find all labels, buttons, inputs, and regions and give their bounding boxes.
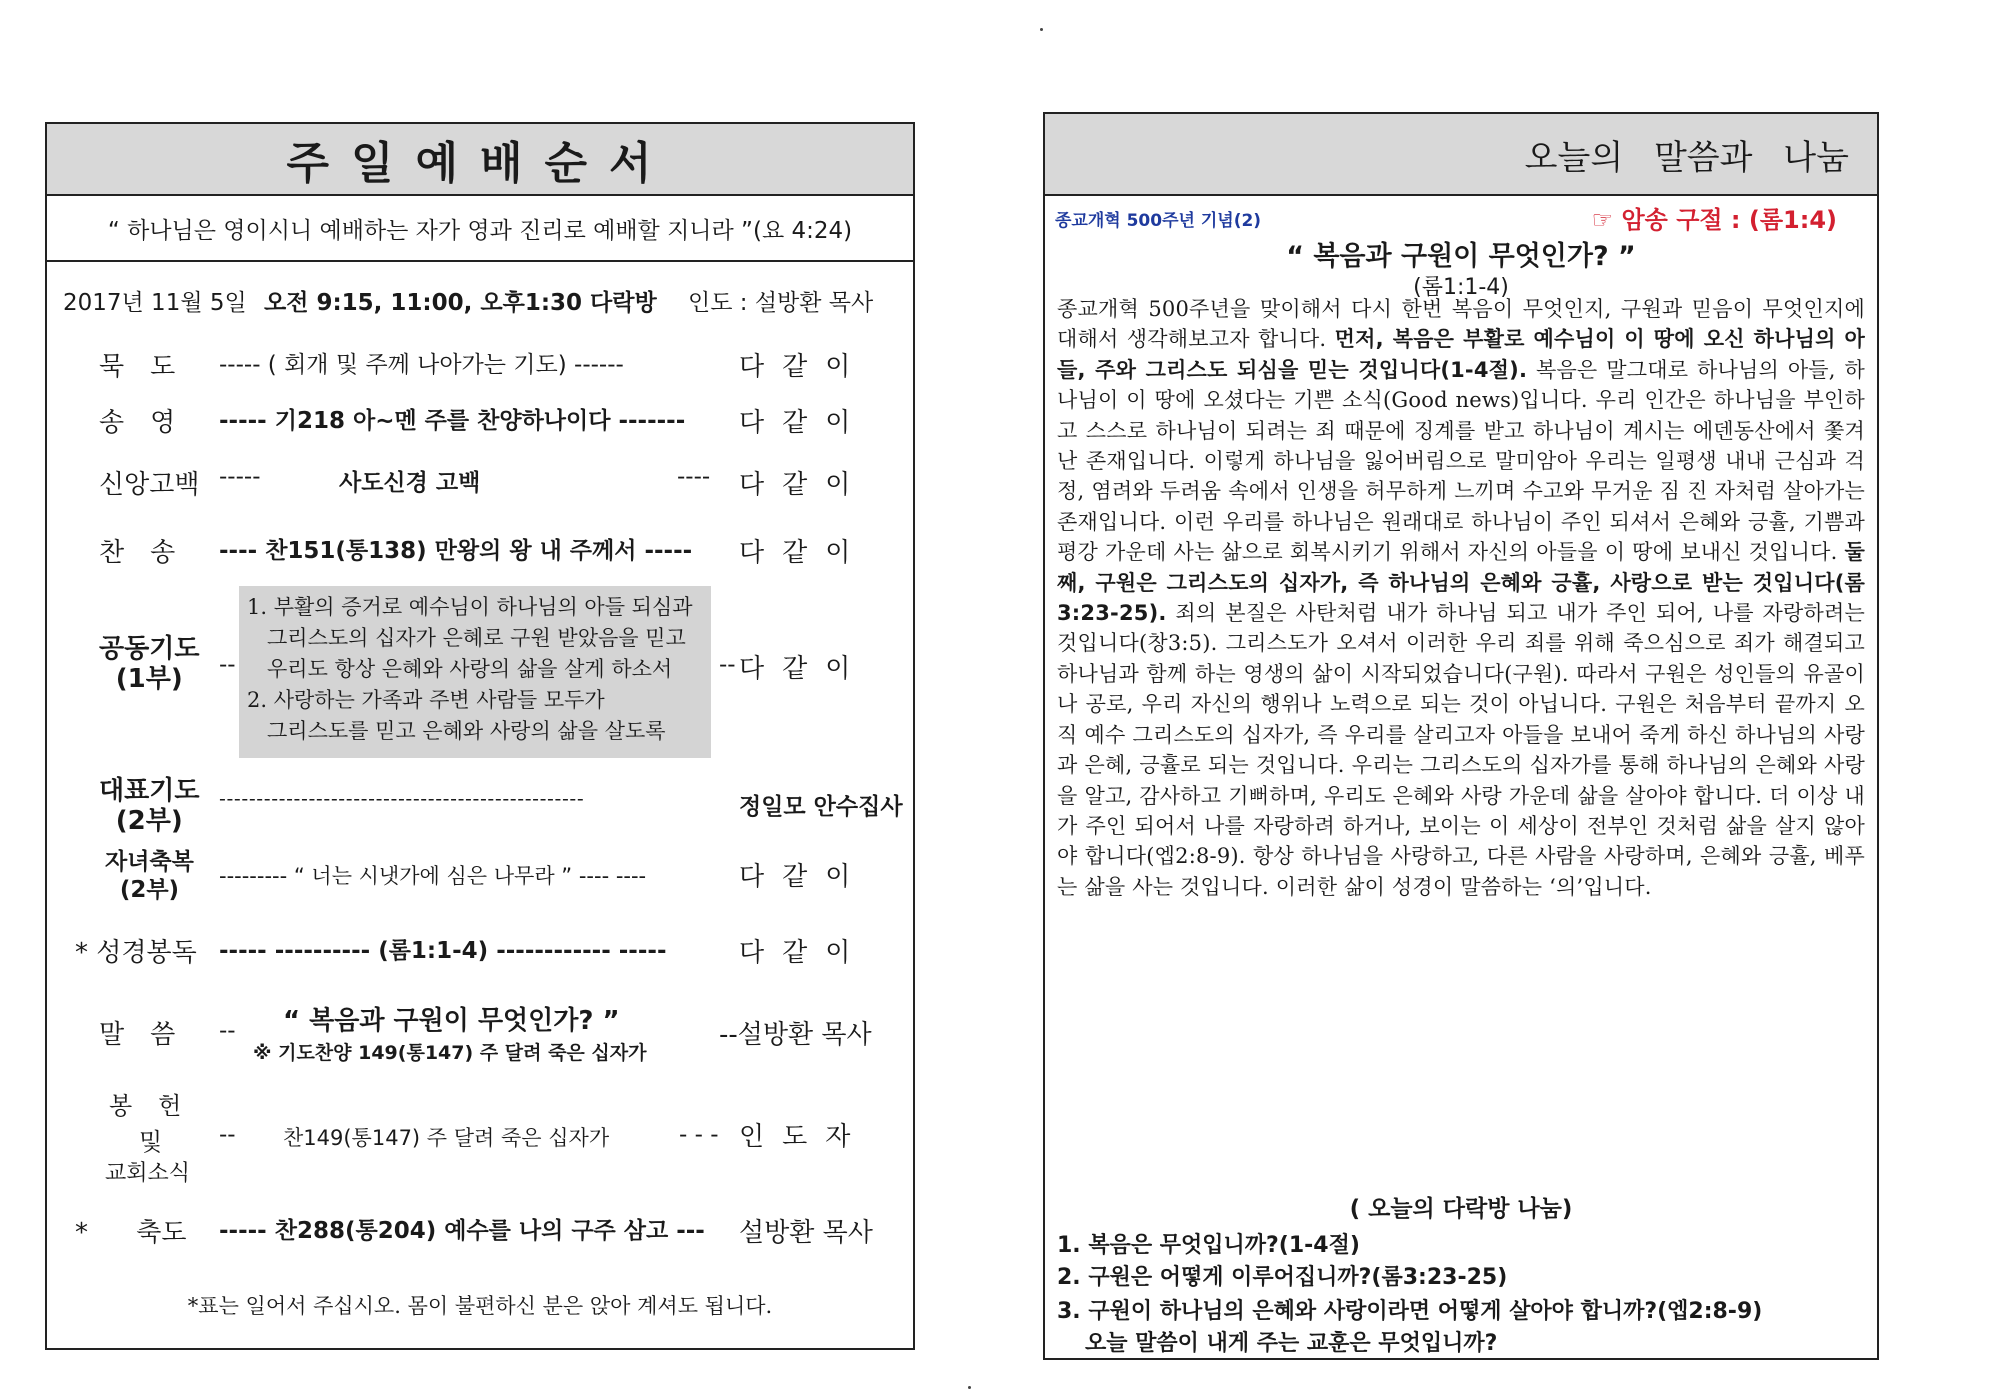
order-content: ---- 찬151(통138) 만왕의 왕 내 주께서 -----: [219, 538, 693, 564]
service-times: 오전 9:15, 11:00, 오후1:30 다락방: [264, 290, 657, 316]
order-content: ----- 찬288(통204) 예수를 나의 구주 삼고 ---: [219, 1218, 705, 1244]
body-text: 종교개혁 500주년을 맞이해서 다시 한번 복음이 무엇인지, 구원과 믿음이 무엇인지에 대해서 생각해보고자 합니다.: [1057, 297, 1865, 352]
body-text: 죄의 본질은 사탄처럼 내가 하나님 되고 내가 주인 되어, 나를 자랑하려는 것입니다(창3:5). 그리스도가 오셔서 이러한 우리 죄를 위해 죽으심으로 죄가 해결되고 하나님과 함께 하는 영생의 삶이 시작되었습니다(구원). 따라서 구원은 성인들의 유골이나 공로, 우리 자신의 행위나 노력으로 되는 것이 아닙니다. 구원은 처음부터 끝까지 오직 예수 그리스도의 십자가, 즉 우리를 살리고자 아들을 보내어 죽게 하신 하나님의 사랑과 은혜, 긍휼로 되는 것입니다. 우리는 그리스도의 십자가를 통해 하나님의 은혜와 사랑을 알고, 감사하고 기뻐하며, 우리도 은혜와 사랑 가운데 삶을 살아야 합니다. 더 이상 내가 주인 되어서 나를 자랑하려 하거나, 보이는 이 세상이 전부인 것처럼 삶을 살지 않아야 합니다(엡2:8-9). 항상 하나님을 사랑하고, 다른 사람을 사랑하며, 은혜와 긍휼, 베푸는 삶을 사는 것입니다. 이러한 삶이 성경이 말씀하는 ‘의’입니다.: [1057, 601, 1865, 899]
sermon-prayer-hymn: ※ 기도찬양 149(통147) 주 달려 죽은 십자가: [253, 1042, 647, 1064]
service-leader: 인도 : 설방환 목사: [688, 290, 874, 316]
worship-order-title: 주일예배순서: [47, 124, 913, 196]
joint-prayer-box: [239, 586, 711, 758]
prayer-line: 1. 부활의 증거로 예수님이 하나님의 아들 되심과: [247, 595, 693, 619]
order-label: * 축도: [75, 1218, 187, 1248]
order-performer: 다같이: [739, 538, 869, 568]
theme-verse: “ 하나님은 영이시니 예배하는 자가 영과 진리로 예배할 지니라 ”(요 4:24): [47, 196, 913, 262]
sermon-body: [1057, 294, 1865, 902]
order-item-offering: [47, 1086, 913, 1196]
order-dash: --: [219, 652, 236, 678]
prayer-line: 그리스도를 믿고 은혜와 사랑의 삶을 살도록: [267, 719, 666, 743]
order-content: 찬149(통147) 주 달려 죽은 십자가: [283, 1126, 610, 1150]
order-label: 및: [139, 1128, 163, 1156]
memory-verse: ☞ 암송 구절 : (롬1:4): [1591, 206, 1837, 234]
order-label: 말씀: [99, 1020, 202, 1050]
sermon-panel-title: 오늘의 말씀과 나눔: [1045, 114, 1877, 196]
order-content: --------- “ 너는 시냇가에 심은 나무라 ” ---- ----: [219, 864, 647, 888]
prayer-line: 우리도 항상 은혜와 사랑의 삶을 살게 하소서: [267, 657, 673, 681]
order-label: 자녀축복 (2부): [105, 849, 194, 903]
order-dash: ----: [677, 464, 711, 490]
order-content: 사도신경 고백: [339, 470, 481, 496]
worship-order-panel: [45, 122, 915, 1350]
order-performer: 다같이: [739, 352, 869, 382]
order-label: 교회소식: [105, 1161, 191, 1186]
order-performer: 다같이: [739, 862, 869, 892]
service-date: 2017년 11월 5일: [63, 290, 247, 316]
order-performer: 설방환 목사: [739, 1218, 873, 1248]
body-text: 복음은 말그대로 하나님의 아들, 하나님이 이 땅에 오셨다는 기쁜 소식(Good news)입니다. 우리 인간은 하나님을 부인하고 스스로 하나님이 되려는 죄 때문에 징계를 받고 하나님이 계시는 에덴동산에서 쫓겨난 존재입니다. 이렇게 하나님을 잃어버림으로 말미암아 우리는 일평생 내내 근심과 걱정, 염려와 두려움 속에서 인생을 허무하게 느끼며 수고와 무거운 짐 진 자처럼 살아가는 존재입니다. 이런 우리를 하나님은 원래대로 하나님이 주인 되셔서 은혜와 긍휼, 기쁨과 평강 가운데 사는 삶으로 회복시키기 위해서 자신의 아들을 이 땅에 보내신 것입니다.: [1057, 357, 1865, 565]
order-item-sermon: [47, 1004, 913, 1074]
sharing-question: 3. 구원이 하나님의 은혜와 사랑이라면 어떻게 살아야 합니까?(엡2:8-9): [1057, 1299, 1763, 1324]
order-label: 공동기도 (1부): [99, 634, 200, 694]
order-label: 봉헌: [109, 1092, 208, 1120]
order-label: 송영: [99, 408, 202, 438]
order-item-child-blessing: [47, 848, 913, 912]
key-point-2: 둘째, 구원은 그리스도의 십자가, 즉 하나님의 은혜와 긍휼, 사랑으로 받는 것입니다(롬3:23-25).: [1057, 540, 1865, 626]
sermon-heading: “ 복음과 구원이 무엇인가? ”: [1286, 241, 1636, 272]
order-performer: 다같이: [739, 408, 869, 438]
order-label: * 성경봉독: [75, 938, 197, 968]
order-content: ----- ( 회개 및 주께 나아가는 기도) ------: [219, 352, 624, 378]
sharing-question: 오늘 말씀이 내게 주는 교훈은 무엇입니까?: [1085, 1331, 1498, 1356]
order-performer: 다같이: [739, 470, 869, 500]
order-dash: -----: [219, 464, 261, 490]
order-performer: 다같이: [739, 938, 869, 968]
key-point-1: 먼저, 복음은 부활로 예수님이 이 땅에 오신 하나님의 아들, 주와 그리스도 되심을 믿는 것입니다(1-4절).: [1057, 327, 1865, 382]
sermon-panel: [1043, 112, 1879, 1360]
order-dash: --: [219, 1122, 236, 1148]
order-label: 묵도: [99, 352, 202, 382]
order-dash: --: [719, 652, 736, 678]
order-performer: 정일모 안수집사: [739, 794, 903, 820]
sermon-title: “ 복음과 구원이 무엇인가? ”: [283, 1006, 620, 1036]
series-label: 종교개혁 500주년 기념(2): [1055, 211, 1262, 231]
scan-speck: [1040, 28, 1043, 31]
order-label: 찬송: [99, 538, 202, 568]
order-dash: -------------------------------------------------: [219, 788, 585, 810]
order-content: ----- 기218 아~멘 주를 찬양하나이다 -------: [219, 408, 686, 434]
prayer-line: 2. 사랑하는 가족과 주변 사람들 모두가: [247, 688, 605, 712]
sharing-question: 1. 복음은 무엇입니까?(1-4절): [1057, 1233, 1360, 1258]
service-info: [63, 284, 903, 317]
order-label: 신앙고백: [99, 470, 200, 500]
sharing-title: ( 오늘의 다락방 나눔): [1349, 1196, 1573, 1222]
order-performer: --설방환 목사: [719, 1020, 872, 1050]
order-dash: --: [219, 1018, 236, 1044]
sharing-question: 2. 구원은 어떻게 이루어집니까?(롬3:23-25): [1057, 1265, 1508, 1290]
order-item-representative-prayer: [47, 776, 913, 840]
order-performer: 인도자: [739, 1122, 869, 1152]
scan-speck: [968, 1386, 971, 1389]
order-content: ----- ---------- (롬1:1-4) ------------ -----: [219, 938, 667, 964]
sermon-reference: (롬1:1-4): [1413, 275, 1509, 300]
footnote: *표는 일어서 주십시오. 몸이 불편하신 분은 앉아 계셔도 됩니다.: [187, 1294, 773, 1318]
order-label: 대표기도 (2부): [99, 776, 200, 836]
order-performer: 다같이: [739, 654, 869, 684]
order-dash: - - -: [679, 1122, 719, 1148]
prayer-line: 그리스도의 십자가 은혜로 구원 받았음을 믿고: [267, 626, 686, 650]
